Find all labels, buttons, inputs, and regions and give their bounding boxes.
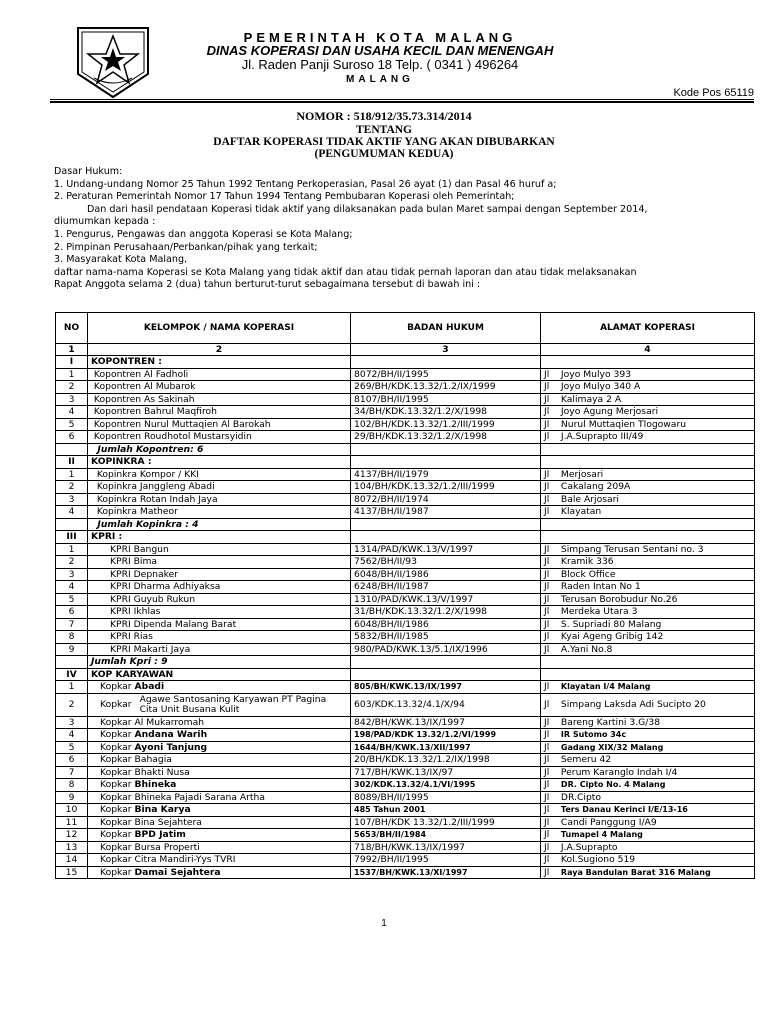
row-badan: 102/BH/KDK.13.32/1.2/III/1999 (351, 418, 541, 431)
text-line: 2. Pimpinan Perusahaan/Perbankan/pihak yang terkait; (54, 241, 318, 253)
table-row (56, 381, 755, 394)
row-no: 7 (56, 766, 88, 779)
colnum: 3 (351, 344, 541, 356)
letterhead-government: PEMERINTAH KOTA MALANG (243, 30, 517, 45)
row-badan: 7562/BH/II/93 (351, 556, 541, 569)
row-name: KPRI Dharma Adhiyaksa (88, 581, 351, 594)
postal-code: Kode Pos 65119 (673, 87, 754, 99)
row-name: Kopontren Nurul Muttaqien Al Barokah (88, 418, 351, 431)
text-line: 1. Undang-undang Nomor 25 Tahun 1992 Tentang Perkoperasian, Pasal 26 ayat (1) dan Pasal 46 huruf a; (54, 178, 557, 190)
row-no: 2 (56, 481, 88, 494)
row-badan: 1310/PAD/KWK.13/V/1997 (351, 593, 541, 606)
row-badan: 8089/BH/II/1995 (351, 791, 541, 804)
row-no: 4 (56, 729, 88, 742)
colnum: 2 (88, 344, 351, 356)
group-total: Jumlah Kopinkra : 4 (88, 518, 351, 531)
malang-city-emblem (74, 24, 152, 100)
table-row (56, 693, 755, 716)
row-no: 13 (56, 841, 88, 854)
group-total-row (56, 518, 755, 531)
row-alamat: Jl DR. Cipto No. 4 Malang (541, 779, 755, 792)
row-name: Kopkar Bhakti Nusa (88, 766, 351, 779)
text-line: 2. Peraturan Pemerintah Nomor 17 Tahun 1994 Tentang Pembubaran Koperasi oleh Pemerintah; (54, 191, 515, 203)
row-name: Kopontren Al Fadholi (88, 368, 351, 381)
table-row (56, 643, 755, 656)
text-line: Dasar Hukum: (54, 166, 123, 177)
row-no: 1 (56, 681, 88, 694)
row-name: KPRI Makarti Jaya (88, 643, 351, 656)
group-name: KOPINKRA : (88, 456, 351, 469)
title-tentang: TENTANG (355, 124, 413, 136)
row-alamat: Jl Tumapel 4 Malang (541, 829, 755, 842)
row-badan: 198/PAD/KDK 13.32/1.2/VI/1999 (351, 729, 541, 742)
row-alamat: Jl Ters Danau Kerinci I/E/13-16 (541, 804, 755, 817)
table-row (56, 618, 755, 631)
group-row (56, 668, 755, 681)
row-name: Kopkar Bhineka (88, 779, 351, 792)
row-name: Kopinkra Kompor / KKI (88, 468, 351, 481)
row-no: 3 (56, 568, 88, 581)
row-name: KPRI Bima (88, 556, 351, 569)
row-alamat: Jl Candi Panggung I/A9 (541, 816, 755, 829)
row-badan: 718/BH/KWK.13/IX/1997 (351, 841, 541, 854)
row-name: Kopontren As Sakinah (88, 393, 351, 406)
row-alamat: Jl Terusan Borobudur No.26 (541, 593, 755, 606)
group-total-row (56, 656, 755, 669)
colnum: 4 (541, 344, 755, 356)
row-badan: 104/BH/KDK.13.32/1.2/III/1999 (351, 481, 541, 494)
row-no: 1 (56, 543, 88, 556)
row-no: 10 (56, 804, 88, 817)
row-name: Kopkar Al Mukarromah (88, 716, 351, 729)
row-badan: 20/BH/KDK.13.32/1.2/IX/1998 (351, 754, 541, 767)
group-row (56, 356, 755, 369)
table-row (56, 431, 755, 444)
row-badan: 8107/BH/II/1995 (351, 393, 541, 406)
row-badan: 6248/BH/II/1987 (351, 581, 541, 594)
table-row (56, 368, 755, 381)
row-badan: 805/BH/KWK.13/IX/1997 (351, 681, 541, 694)
row-alamat: Jl S. Supriadi 80 Malang (541, 618, 755, 631)
row-alamat: Jl Bale Arjosari (541, 493, 755, 506)
row-badan: 6048/BH/II/1986 (351, 618, 541, 631)
row-alamat: Jl Perum Karanglo Indah I/4 (541, 766, 755, 779)
table-row (56, 841, 755, 854)
row-alamat: Jl Kol.Sugiono 519 (541, 854, 755, 867)
row-no: 9 (56, 791, 88, 804)
row-alamat: Jl J.A.Suprapto (541, 841, 755, 854)
row-badan: 1644/BH/KWK.13/XII/1997 (351, 741, 541, 754)
row-alamat: Jl Kalimaya 2 A (541, 393, 755, 406)
row-badan: 1537/BH/KWK.13/XI/1997 (351, 866, 541, 879)
row-name: Kopkar Bahagia (88, 754, 351, 767)
table-row (56, 543, 755, 556)
table-row (56, 606, 755, 619)
row-badan: 8072/BH/II/1974 (351, 493, 541, 506)
table-row (56, 729, 755, 742)
table-row (56, 581, 755, 594)
row-alamat: Jl Merdeka Utara 3 (541, 606, 755, 619)
row-badan: 107/BH/KDK 13.32/1.2/III/1999 (351, 816, 541, 829)
row-no: 8 (56, 779, 88, 792)
group-total: Jumlah Kopontren: 6 (88, 443, 351, 456)
row-name: Kopkar Agawe Santosaning Karyawan PT Pagina Cita Unit Busana Kulit (88, 693, 351, 716)
group-name: KOPONTREN : (88, 356, 351, 369)
row-no: 6 (56, 606, 88, 619)
row-alamat: Jl Semeru 42 (541, 754, 755, 767)
row-badan: 4137/BH/II/1979 (351, 468, 541, 481)
table-row (56, 804, 755, 817)
row-name: Kopontren Bahrul Maqfiroh (88, 406, 351, 419)
row-name: Kopkar Bina Karya (88, 804, 351, 817)
letterhead-agency: DINAS KOPERASI DAN USAHA KECIL DAN MENENGAH (206, 43, 554, 58)
row-alamat: Jl Gadang XIX/32 Malang (541, 741, 755, 754)
header-alamat: ALAMAT KOPERASI (541, 313, 755, 344)
text-line: Dan dari hasil pendataan Koperasi tidak aktif yang dilaksanakan pada bulan Maret sampai dengan September 2014, (87, 203, 648, 215)
row-alamat: Jl DR.Cipto (541, 791, 755, 804)
row-no: 6 (56, 754, 88, 767)
row-no: 3 (56, 393, 88, 406)
table-row (56, 468, 755, 481)
row-alamat: Jl A.Yani No.8 (541, 643, 755, 656)
row-no: 7 (56, 618, 88, 631)
document-subtitle: (PENGUMUMAN KEDUA) (314, 148, 454, 160)
table-row (56, 741, 755, 754)
row-name: KPRI Ikhlas (88, 606, 351, 619)
group-no: III (56, 531, 88, 544)
group-no: I (56, 356, 88, 369)
table-row (56, 816, 755, 829)
row-alamat: Jl Klayatan (541, 506, 755, 519)
row-alamat: Jl Kramik 336 (541, 556, 755, 569)
row-name: Kopkar Andana Warih (88, 729, 351, 742)
row-badan: 717/BH/KWK.13/IX/97 (351, 766, 541, 779)
row-no: 9 (56, 643, 88, 656)
group-total: Jumlah Kpri : 9 (88, 656, 351, 669)
row-badan: 302/KDK.13.32/4.1/VI/1995 (351, 779, 541, 792)
row-alamat: Jl Raden Intan No 1 (541, 581, 755, 594)
cooperative-list-table (55, 312, 755, 879)
row-badan: 6048/BH/II/1986 (351, 568, 541, 581)
row-alamat: Jl Simpang Laksda Adi Sucipto 20 (541, 693, 755, 716)
table-row (56, 568, 755, 581)
table-row (56, 406, 755, 419)
group-no: II (56, 456, 88, 469)
group-name: KPRI : (88, 531, 351, 544)
row-name: Kopinkra Matheor (88, 506, 351, 519)
row-no: 3 (56, 493, 88, 506)
row-name: Kopinkra Rotan Indah Jaya (88, 493, 351, 506)
letterhead-divider-thin (50, 99, 754, 100)
row-alamat: Jl Joyo Mulyo 340 A (541, 381, 755, 394)
letterhead-city: MALANG (346, 74, 414, 85)
document-title: DAFTAR KOPERASI TIDAK AKTIF YANG AKAN DIBUBARKAN (213, 136, 555, 148)
row-badan: 980/PAD/KWK.13/5.1/IX/1996 (351, 643, 541, 656)
row-alamat: Jl Bareng Kartini 3.G/38 (541, 716, 755, 729)
row-no: 2 (56, 381, 88, 394)
row-name: Kopontren Al Mubarok (88, 381, 351, 394)
row-badan: 5832/BH/II/1985 (351, 631, 541, 644)
row-no: 3 (56, 716, 88, 729)
table-header-row (56, 313, 755, 344)
row-badan: 7992/BH/II/1995 (351, 854, 541, 867)
row-badan: 485 Tahun 2001 (351, 804, 541, 817)
legal-basis-text (54, 166, 754, 292)
column-number-row (56, 344, 755, 356)
group-name: KOP KARYAWAN (88, 668, 351, 681)
table-row (56, 631, 755, 644)
header-no: NO (56, 313, 88, 344)
row-name: Kopkar Citra Mandiri-Yys TVRI (88, 854, 351, 867)
row-name: KPRI Dipenda Malang Barat (88, 618, 351, 631)
row-alamat: Jl Kyai Ageng Gribig 142 (541, 631, 755, 644)
row-alamat: Jl Block Office (541, 568, 755, 581)
table-row (56, 779, 755, 792)
row-badan: 34/BH/KDK.13.32/1.2/X/1998 (351, 406, 541, 419)
table-row (56, 393, 755, 406)
group-row (56, 456, 755, 469)
row-name: Kopkar BPD Jatim (88, 829, 351, 842)
table-row (56, 681, 755, 694)
table-row (56, 593, 755, 606)
row-badan: 31/BH/KDK.13.32/1.2/X/1998 (351, 606, 541, 619)
row-no: 11 (56, 816, 88, 829)
table-row (56, 556, 755, 569)
row-alamat: Jl J.A.Suprapto III/49 (541, 431, 755, 444)
row-alamat: Jl Merjosari (541, 468, 755, 481)
row-name: KPRI Depnaker (88, 568, 351, 581)
row-badan: 603/KDK.13.32/4.1/X/94 (351, 693, 541, 716)
row-badan: 1314/PAD/KWK.13/V/1997 (351, 543, 541, 556)
row-no: 5 (56, 741, 88, 754)
row-name: Kopkar Bina Sejahtera (88, 816, 351, 829)
header-badan-hukum: BADAN HUKUM (351, 313, 541, 344)
row-alamat: Jl Raya Bandulan Barat 316 Malang (541, 866, 755, 879)
table-row (56, 854, 755, 867)
letterhead-address: Jl. Raden Panji Suroso 18 Telp. ( 0341 ) 496264 (241, 57, 519, 72)
row-badan: 29/BH/KDK.13.32/1.2/X/1998 (351, 431, 541, 444)
row-no: 5 (56, 418, 88, 431)
row-badan: 8072/BH/II/1995 (351, 368, 541, 381)
text-line: diumumkan kepada : (54, 216, 156, 228)
group-row (56, 531, 755, 544)
row-badan: 842/BH/KWK.13/IX/1997 (351, 716, 541, 729)
row-no: 5 (56, 593, 88, 606)
row-no: 1 (56, 468, 88, 481)
row-badan: 269/BH/KDK.13.32/1.2/IX/1999 (351, 381, 541, 394)
row-alamat: Jl Simpang Terusan Sentani no. 3 (541, 543, 755, 556)
row-no: 1 (56, 368, 88, 381)
table-row (56, 716, 755, 729)
row-no: 15 (56, 866, 88, 879)
table-row (56, 866, 755, 879)
row-name: Kopkar Bhineka Pajadi Sarana Artha (88, 791, 351, 804)
row-no: 14 (56, 854, 88, 867)
row-name: Kopontren Roudhotol Mustarsyidin (88, 431, 351, 444)
row-no: 2 (56, 693, 88, 716)
row-no: 4 (56, 506, 88, 519)
row-alamat: Jl Nurul Muttaqien Tlogowaru (541, 418, 755, 431)
table-row (56, 791, 755, 804)
group-no: IV (56, 668, 88, 681)
text-line: 1. Pengurus, Pengawas dan anggota Koperasi se Kota Malang; (54, 228, 353, 240)
row-name: KPRI Bangun (88, 543, 351, 556)
row-name: Kopkar Bursa Properti (88, 841, 351, 854)
page-number: 1 (381, 918, 387, 929)
table-row (56, 481, 755, 494)
table-row (56, 754, 755, 767)
table-row (56, 829, 755, 842)
row-alamat: Jl Klayatan I/4 Malang (541, 681, 755, 694)
row-name: Kopinkra Janggleng Abadi (88, 481, 351, 494)
table-row (56, 418, 755, 431)
text-line: 3. Masyarakat Kota Malang, (54, 254, 188, 266)
text-line: daftar nama-nama Koperasi se Kota Malang yang tidak aktif dan atau tidak pernah laporan dan atau tidak melaksanakan (54, 266, 637, 278)
row-no: 8 (56, 631, 88, 644)
colnum: 1 (56, 344, 88, 356)
header-nama: KELOMPOK / NAMA KOPERASI (88, 313, 351, 344)
row-alamat: Jl IR Sutomo 34c (541, 729, 755, 742)
row-name: Kopkar Abadi (88, 681, 351, 694)
row-alamat: Jl Joyo Agung Merjosari (541, 406, 755, 419)
text-line: Rapat Anggota selama 2 (dua) tahun berturut-turut sebagaimana tersebut di bawah ini : (54, 279, 481, 291)
row-badan: 5653/BH/II/1984 (351, 829, 541, 842)
row-name: KPRI Guyub Rukun (88, 593, 351, 606)
row-name: Kopkar Ayoni Tanjung (88, 741, 351, 754)
row-badan: 4137/BH/II/1987 (351, 506, 541, 519)
table-row (56, 506, 755, 519)
row-no: 12 (56, 829, 88, 842)
table-row (56, 493, 755, 506)
document-number: NOMOR : 518/912/35.73.314/2014 (296, 109, 472, 123)
row-no: 4 (56, 406, 88, 419)
row-name: KPRI Rias (88, 631, 351, 644)
letterhead-divider-thick (50, 101, 754, 103)
group-total-row (56, 443, 755, 456)
row-no: 4 (56, 581, 88, 594)
row-no: 2 (56, 556, 88, 569)
row-no: 6 (56, 431, 88, 444)
table-row (56, 766, 755, 779)
row-alamat: Jl Joyo Mulyo 393 (541, 368, 755, 381)
row-alamat: Jl Cakalang 209A (541, 481, 755, 494)
row-name: Kopkar Damai Sejahtera (88, 866, 351, 879)
